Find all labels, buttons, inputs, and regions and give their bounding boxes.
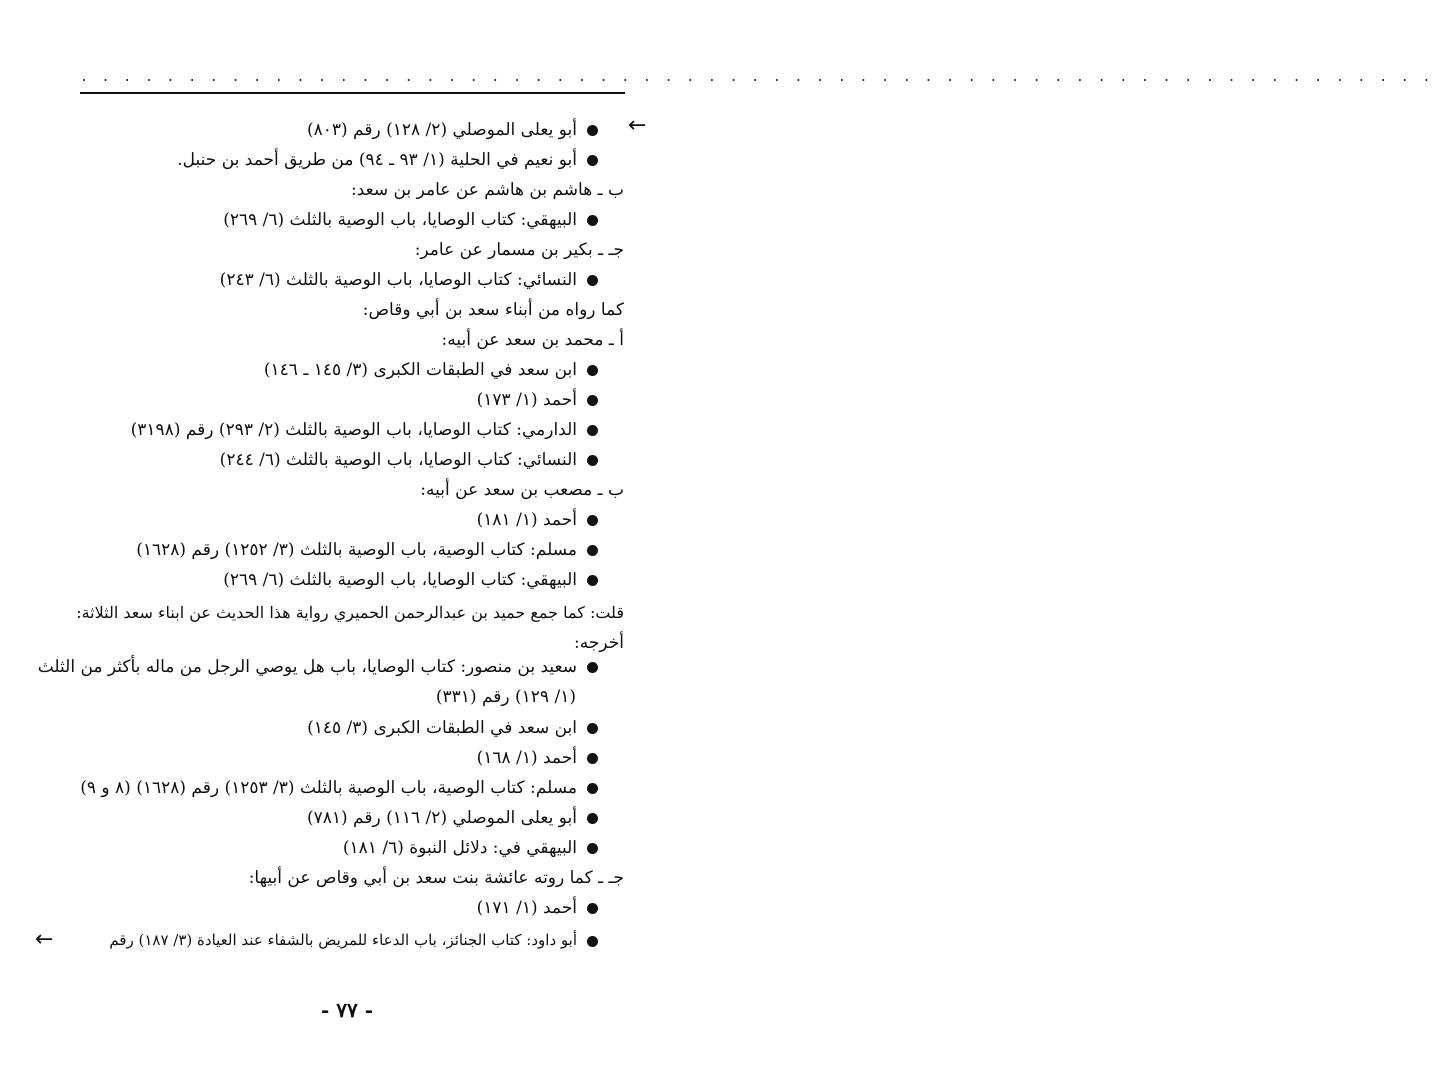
bullet-icon — [587, 903, 598, 914]
bullet-icon — [587, 843, 598, 854]
text-line: أحمد (١/ ١٨١) — [477, 505, 598, 535]
bullet-icon — [587, 753, 598, 764]
text-line: البيهقي: كتاب الوصايا، باب الوصية بالثلث (٦/ ٢٦٩) — [223, 205, 598, 235]
text-line: البيهقي: كتاب الوصايا، باب الوصية بالثلث (٦/ ٢٦٩) — [223, 565, 598, 595]
text-line: ب ـ مصعب بن سعد عن أبيه: — [420, 480, 624, 500]
left-arrow-icon: ← — [35, 927, 54, 952]
text-line: جـ ـ كما روته عائشة بنت سعد بن أبي وقاص عن أبيها: — [248, 868, 624, 888]
bullet-icon — [587, 365, 598, 376]
bullet-icon — [587, 125, 598, 136]
bullet-icon — [587, 455, 598, 466]
text-line: أ ـ محمد بن سعد عن أبيه: — [441, 330, 624, 350]
text-line: البيهقي في: دلائل النبوة (٦/ ١٨١) — [343, 833, 598, 863]
header-dotted-separator: . . . . . . . . . . . . . . . . . . . . . . . . . . . . . . . . . . . . . . . . . . . . . . . . . . . . . . . . . . . . . . . — [80, 70, 1433, 85]
bullet-icon — [587, 575, 598, 586]
text-line: أخرجه: — [574, 633, 624, 653]
text-line: أبو داود: كتاب الجنائز، باب الدعاء للمريض بالشفاء عند العيادة (٣/ ١٨٧) رقم — [109, 925, 598, 955]
text-line: أحمد (١/ ١٧٣) — [477, 385, 598, 415]
bullet-icon — [587, 936, 598, 947]
text-line: سعيد بن منصور: كتاب الوصايا، باب هل يوصي الرجل من ماله بأكثر من الثلث — [38, 652, 598, 682]
bullet-icon — [587, 662, 598, 673]
text-line: جـ ـ بكير بن مسمار عن عامر: — [414, 240, 624, 260]
text-line: مسلم: كتاب الوصية، باب الوصية بالثلث (٣/ ١٢٥٢) رقم (١٦٢٨) — [136, 535, 598, 565]
text-line: أحمد (١/ ١٧١) — [477, 893, 598, 923]
text-line: أبو يعلى الموصلي (٢/ ١٢٨) رقم (٨٠٣) — [307, 115, 598, 145]
text-line: مسلم: كتاب الوصية، باب الوصية بالثلث (٣/ ١٢٥٣) رقم (١٦٢٨) (٨ و ٩) — [80, 773, 598, 803]
bullet-icon — [587, 545, 598, 556]
text-line: ابن سعد في الطبقات الكبرى (٣/ ١٤٥) — [307, 713, 598, 743]
text-line: النسائي: كتاب الوصايا، باب الوصية بالثلث (٦/ ٢٤٣) — [220, 265, 598, 295]
text-line: كما رواه من أبناء سعد بن أبي وقاص: — [362, 300, 624, 320]
bullet-icon — [587, 515, 598, 526]
page-number: - ٧٧ - — [320, 998, 373, 1022]
text-line: النسائي: كتاب الوصايا، باب الوصية بالثلث (٦/ ٢٤٤) — [220, 445, 598, 475]
bullet-icon — [587, 425, 598, 436]
text-line: قلت: كما جمع حميد بن عبدالرحمن الحميري رواية هذا الحديث عن ابناء سعد الثلاثة: — [76, 603, 624, 622]
text-line: ب ـ هاشم بن هاشم عن عامر بن سعد: — [351, 180, 624, 200]
text-line: ابن سعد في الطبقات الكبرى (٣/ ١٤٥ ـ ١٤٦) — [264, 355, 598, 385]
bullet-icon — [587, 215, 598, 226]
text-line: أحمد (١/ ١٦٨) — [477, 743, 598, 773]
bullet-icon — [587, 395, 598, 406]
left-arrow-icon: ← — [628, 113, 647, 138]
bullet-icon — [587, 155, 598, 166]
bullet-icon — [587, 783, 598, 794]
bullet-icon — [587, 813, 598, 824]
text-line: أبو نعيم في الحلية (١/ ٩٣ ـ ٩٤) من طريق أحمد بن حنبل. — [177, 145, 598, 175]
text-line: أبو يعلى الموصلي (٢/ ١١٦) رقم (٧٨١) — [307, 803, 598, 833]
bullet-icon — [587, 723, 598, 734]
text-line: (١/ ١٢٩) رقم (٣٣١) — [435, 687, 576, 707]
text-line: الدارمي: كتاب الوصايا، باب الوصية بالثلث (٢/ ٢٩٣) رقم (٣١٩٨) — [131, 415, 598, 445]
bullet-icon — [587, 275, 598, 286]
